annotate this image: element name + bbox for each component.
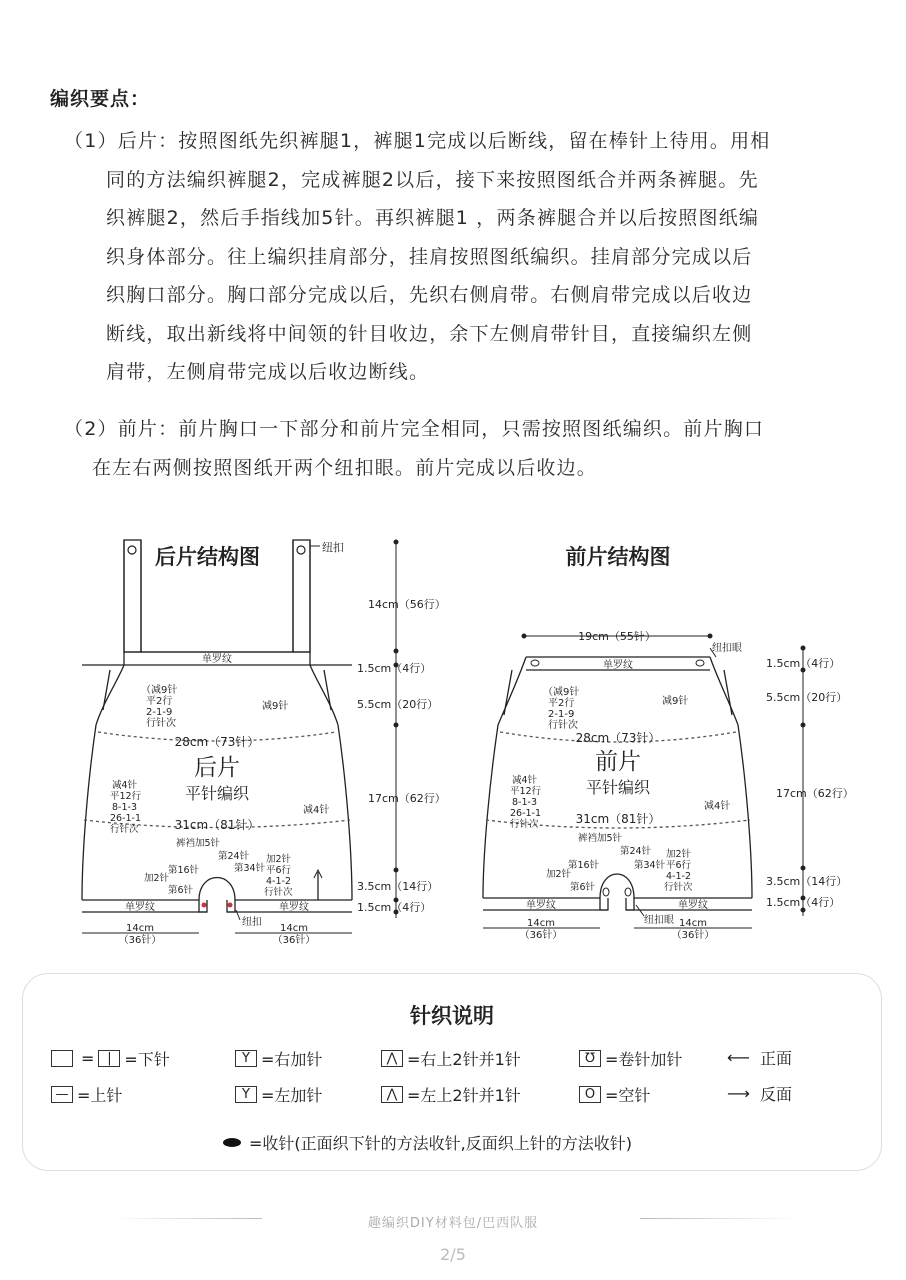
- vertical-bar-icon: |: [98, 1050, 120, 1067]
- back-r34: 第34针: [234, 863, 266, 874]
- back-name: 后片: [194, 755, 240, 781]
- p1-line: （1）后片：按照图纸先织裤腿1，裤腿1完成以后断线，留在棒针上待用。用相: [64, 130, 771, 152]
- front-buttonhole-bottom: 纽扣眼: [644, 915, 674, 926]
- back-dec-left: 行针次: [146, 718, 176, 729]
- back-leg-left: （36针）: [118, 935, 162, 946]
- front-add2-right: 加2针: [666, 849, 692, 860]
- dim-5-5cm: 5.5cm（20行）: [357, 698, 439, 711]
- front-dim-17cm: 17cm（62行）: [776, 787, 854, 800]
- front-dec-left: （减9针: [543, 687, 580, 698]
- front-dec-left: 平2行: [548, 698, 575, 709]
- front-side-left: 8-1-3: [512, 797, 537, 808]
- front-bib-rib: 单罗纹: [603, 660, 633, 671]
- paragraph-front-piece: [64, 410, 864, 487]
- back-dimension-line: [394, 540, 399, 919]
- front-add2-left: 加2针: [546, 869, 572, 880]
- front-r16: 第16针: [568, 860, 600, 871]
- back-dec-left: 平2行: [146, 696, 173, 707]
- back-rib-right: 单罗纹: [279, 902, 309, 913]
- back-width-28: 28cm（73针）: [174, 735, 260, 749]
- front-add2-right: 4-1-2: [666, 871, 691, 882]
- legend-right-inc: Y =右加针: [235, 1047, 322, 1070]
- p1-line: 织身体部分。往上编织挂肩部分，挂肩按照图纸编织。挂肩部分完成以后: [106, 245, 753, 268]
- legend-left-dec: ⋀ =左上2针并1针: [381, 1083, 521, 1106]
- back-r16: 第16针: [168, 865, 200, 876]
- left-decrease-icon: ⋀: [381, 1086, 403, 1103]
- legend-right-dec: ⋀ =右上2针并1针: [381, 1047, 521, 1070]
- back-add2-right: 平6行: [266, 865, 292, 876]
- p1-line: 同的方法编织裤腿2，完成裤腿2以后，接下来按照图纸合并两条裤腿。先: [106, 168, 759, 191]
- p1-line: 肩带，左侧肩带完成以后收边断线。: [106, 361, 430, 383]
- left-increase-icon: Y: [235, 1086, 257, 1103]
- front-leg-left: （36针）: [519, 930, 563, 941]
- front-stitch: 平针编织: [585, 778, 651, 797]
- front-name: 前片: [595, 749, 641, 775]
- front-top-width: 19cm（55针）: [578, 630, 656, 643]
- legend-title: 针织说明: [410, 1004, 494, 1028]
- legend-back-side: ⟶ 反面: [727, 1084, 792, 1104]
- back-r6: 第6针: [168, 885, 194, 896]
- back-leg-right: 14cm: [280, 923, 308, 934]
- front-leg-right: 14cm: [679, 918, 707, 929]
- front-leg-right: （36针）: [671, 930, 715, 941]
- back-dec-left: （减9针: [141, 685, 178, 696]
- legend-yarn-over: O =空针: [579, 1083, 650, 1106]
- back-side-left: 平12行: [110, 791, 142, 802]
- front-buttonhole-top: 纽扣眼: [712, 643, 742, 654]
- paragraph-back-piece: [64, 122, 864, 392]
- arrow-right-icon: ⟶: [727, 1084, 750, 1103]
- back-bib-rib: 单罗纹: [202, 654, 232, 665]
- front-rib-left: 单罗纹: [526, 900, 556, 911]
- back-title: 后片结构图: [155, 545, 260, 569]
- p2-line: 在左右两侧按照图纸开两个纽扣眼。前片完成以后收边。: [92, 456, 598, 479]
- back-leg-right: （36针）: [272, 935, 316, 946]
- front-dim-5-5cm: 5.5cm（20行）: [766, 691, 848, 704]
- front-dim-1-5cm-bottom: 1.5cm（4行）: [766, 896, 841, 909]
- back-side-left: 8-1-3: [112, 802, 137, 813]
- front-side-left: 平12行: [510, 786, 542, 797]
- front-title: 前片结构图: [565, 545, 671, 569]
- front-dec-left: 2-1-9: [548, 709, 575, 720]
- cast-on-loop-icon: ℧: [579, 1050, 601, 1067]
- dim-1-5cm-top: 1.5cm（4行）: [357, 662, 432, 675]
- front-rib-right: 单罗纹: [678, 900, 708, 911]
- structure-diagrams: [0, 520, 906, 960]
- back-dec-right: 减9针: [262, 701, 289, 712]
- dim-14cm: 14cm（56行）: [368, 598, 446, 611]
- back-button-label: 纽扣: [322, 541, 344, 554]
- front-leg-left: 14cm: [527, 918, 555, 929]
- filled-oval-icon: [223, 1138, 241, 1147]
- back-width-31: 31cm（81针）: [174, 818, 260, 832]
- front-r34: 第34针: [634, 860, 666, 871]
- front-dec-right: 减9针: [662, 696, 689, 707]
- footer-caption: 趣编织DIY材料包/巴西队服: [367, 1216, 539, 1231]
- p1-line: 织胸口部分。胸口部分完成以后，先织右侧肩带。右侧肩带完成以后收边: [106, 284, 753, 306]
- legend-bind-off: =收针(正面织下针的方法收针,反面织上针的方法收针): [223, 1131, 632, 1154]
- p1-line: 织裤腿2，然后手指线加5针。再织裤腿1 ，两条裤腿合并以后按照图纸编: [106, 207, 760, 229]
- back-add2-right: 4-1-2: [266, 876, 291, 887]
- front-dim-3-5cm: 3.5cm（14行）: [766, 875, 848, 888]
- circle-icon: O: [579, 1086, 601, 1103]
- front-side-right: 减4针: [704, 801, 731, 812]
- front-side-left: 行针次: [510, 819, 539, 830]
- dim-17cm: 17cm（62行）: [368, 792, 446, 805]
- p2-line: （2）前片：前片胸口一下部分和前片完全相同，只需按照图纸编织。前片胸口: [64, 418, 765, 440]
- front-dim-1-5cm-top: 1.5cm（4行）: [766, 657, 841, 670]
- front-width-31: 31cm（81针）: [575, 812, 661, 826]
- front-width-28: 28cm（73针）: [575, 731, 661, 745]
- legend-cast-on: ℧ =卷针加针: [579, 1047, 682, 1070]
- arrow-left-icon: ⟵: [727, 1048, 750, 1067]
- back-side-left: 26-1-1: [110, 813, 142, 824]
- back-leg-left: 14cm: [126, 923, 154, 934]
- back-add2-right: 加2针: [266, 854, 292, 865]
- back-diagram: [82, 540, 352, 912]
- back-side-left: 减4针: [112, 780, 138, 791]
- front-r24: 第24针: [620, 846, 652, 857]
- back-dec-left: 2-1-9: [146, 707, 173, 718]
- horizontal-bar-icon: —: [51, 1086, 73, 1103]
- legend-front-side: ⟵ 正面: [727, 1048, 792, 1068]
- front-side-left: 减4针: [512, 775, 538, 786]
- front-add2-right: 平6行: [666, 860, 692, 871]
- back-side-left: 行针次: [110, 824, 139, 835]
- dim-1-5cm-bottom: 1.5cm（4行）: [357, 901, 432, 914]
- stitch-legend: [22, 973, 882, 1171]
- back-add2-left: 加2针: [144, 873, 170, 884]
- front-crotch-add: 裤裆加5针: [578, 833, 623, 844]
- back-stitch: 平针编织: [184, 784, 250, 803]
- back-button-bottom: 纽扣: [242, 917, 262, 928]
- right-decrease-icon: ⋀: [381, 1050, 403, 1067]
- back-r24: 第24针: [218, 851, 250, 862]
- p1-line: 断线，取出新线将中间领的针目收边，余下左侧肩带针目，直接编织左侧: [106, 322, 753, 345]
- right-increase-icon: Y: [235, 1050, 257, 1067]
- back-rib-left: 单罗纹: [125, 902, 155, 913]
- page-number: 2/5: [440, 1245, 466, 1264]
- front-add2-right: 行针次: [664, 882, 693, 893]
- back-add2-right: 行针次: [264, 887, 293, 898]
- front-side-left: 26-1-1: [510, 808, 542, 819]
- blank-square-icon: [51, 1050, 73, 1067]
- back-side-right: 减4针: [303, 805, 330, 816]
- legend-purl: — =上针: [51, 1083, 122, 1106]
- section-title: 编织要点：: [50, 88, 151, 110]
- back-crotch-add: 裤裆加5针: [176, 838, 221, 849]
- dim-3-5cm: 3.5cm（14行）: [357, 880, 439, 893]
- legend-knit: = | =下针: [51, 1047, 170, 1070]
- legend-left-inc: Y =左加针: [235, 1083, 322, 1106]
- front-dec-left: 行针次: [548, 720, 578, 731]
- front-r6: 第6针: [570, 882, 596, 893]
